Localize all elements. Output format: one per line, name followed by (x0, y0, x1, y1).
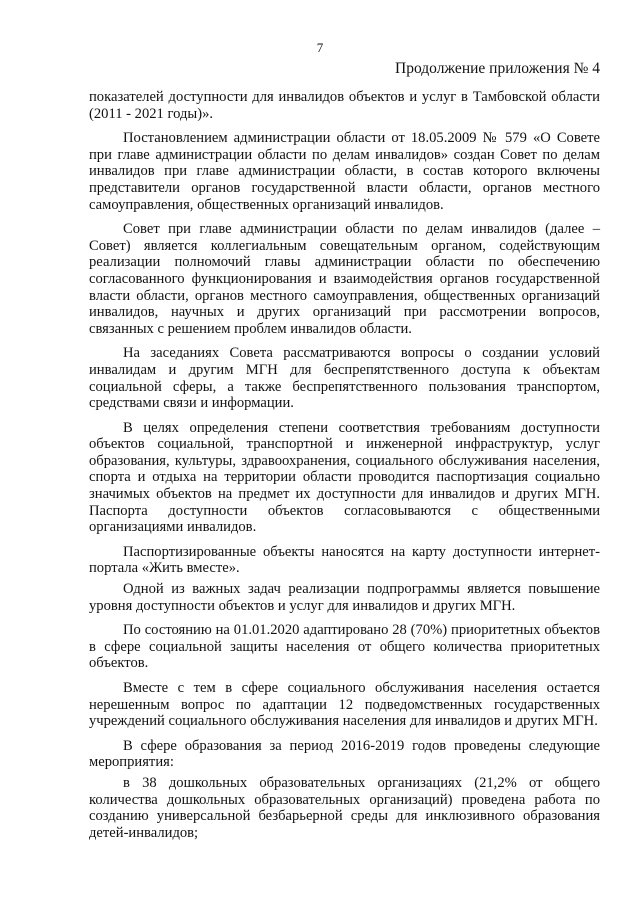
paragraph: В сфере образования за период 2016-2019 годов проведены следующие мероприятия: (89, 737, 600, 771)
paragraph: Одной из важных задач реализации подпрограммы является повышение уровня доступности объектов и услуг для инвалидов и других МГН. (89, 581, 600, 614)
paragraph: На заседаниях Совета рассматриваются вопросы о создании условий инвалидам и другим МГН для беспрепятственного доступа к объектам социальной сферы, а также беспрепятственного пользования транспортом, средствами связи и информации. (89, 345, 600, 412)
paragraph: Совет при главе администрации области по делам инвалидов (далее – Совет) является коллегиальным совещательным органом, содействующим реализации полномочий главы администрации области по обеспечению согласованного функционирования и взаимодействия органов государственной власти области, органов местного самоуправления, общественных организаций инвалидов, научных и других организаций при рассмотрении вопросов, связанных с решением проблем инвалидов области. (89, 221, 600, 337)
paragraph: Вместе с тем в сфере социального обслуживания населения остается нерешенным вопрос по адаптации 12 подведомственных государственных учреждений социального обслуживания населения для инвалидов и других МГН. (89, 680, 600, 730)
paragraph: в 38 дошкольных образовательных организациях (21,2% от общего количества дошкольных образовательных организаций) проведена работа по созданию универсальной безбарьерной среды для инклюзивного образования детей-инвалидов; (89, 774, 600, 841)
appendix-continuation-note: Продолжение приложения № 4 (395, 60, 600, 77)
paragraph: Постановлением администрации области от 18.05.2009 № 579 «О Совете при главе администрации области по делам инвалидов» создан Совет по делам инвалидов при главе администрации области, в состав которого включены представители органов государственной власти области, органов местного самоуправления, общественных организаций инвалидов. (89, 130, 600, 213)
document-body (89, 89, 600, 849)
paragraph: Паспортизированные объекты наносятся на карту доступности интернет-портала «Жить вместе». (89, 543, 600, 577)
paragraph: В целях определения степени соответствия требованиям доступности объектов социальной, транспортной и инженерной инфраструктур, услуг образования, культуры, здравоохранения, социального обслуживания населения, спорта и отдыха на территории области проводится паспортизация социально значимых объектов на предмет их доступности для инвалидов и других МГН. Паспорта доступности объектов согласовываются с общественными организациями инвалидов. (89, 419, 600, 536)
paragraph: показателей доступности для инвалидов объектов и услуг в Тамбовской области (2011 - 2021 годы)». (89, 89, 600, 122)
paragraph: По состоянию на 01.01.2020 адаптировано 28 (70%) приоритетных объектов в сфере социальной защиты населения от общего количества приоритетных объектов. (89, 622, 600, 672)
page-number: 7 (316, 40, 324, 55)
